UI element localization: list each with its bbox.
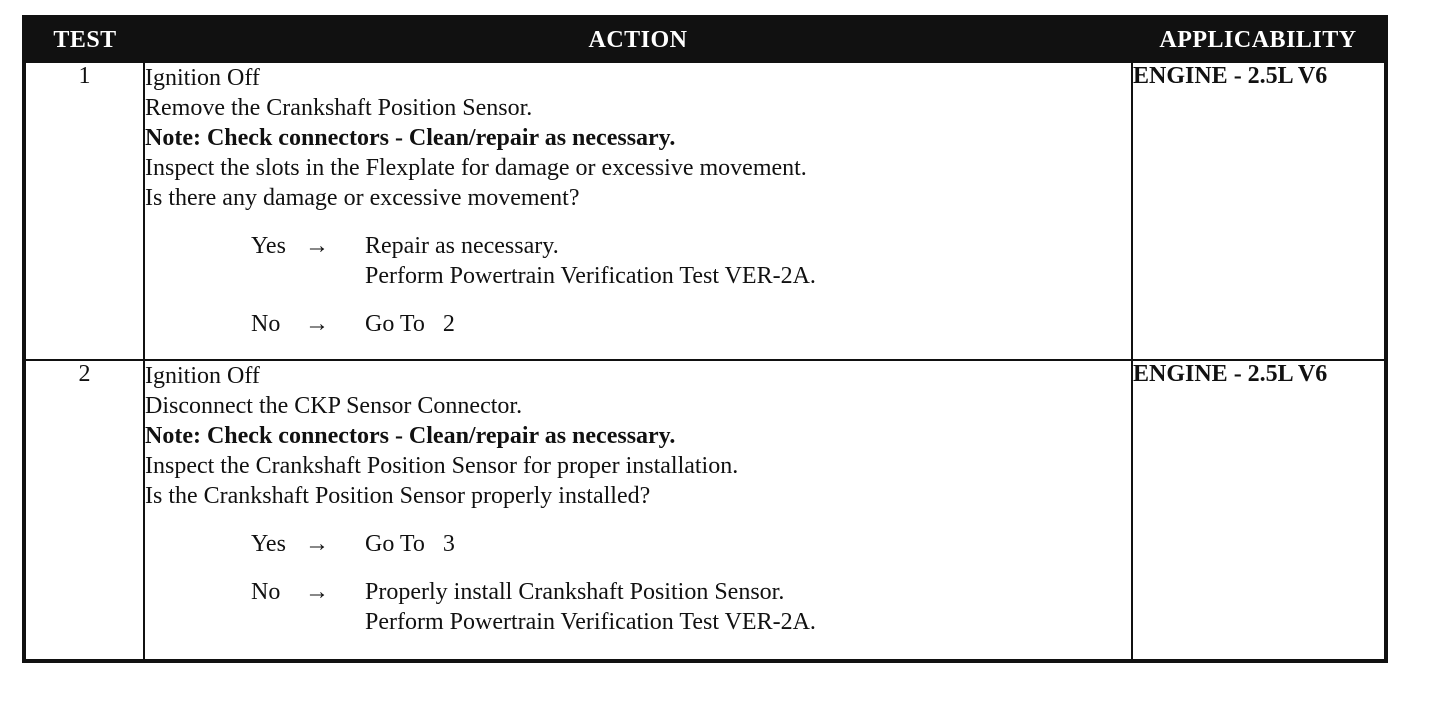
action-line: Disconnect the CKP Sensor Connector. (145, 393, 523, 419)
action-note: Note: Check connectors - Clean/repair as necessary. (145, 125, 676, 151)
answer-line: Properly install Crankshaft Position Sensor. (365, 579, 785, 605)
answer-line: Repair as necessary. (365, 233, 559, 259)
answer-line: Go To 2 (365, 311, 455, 337)
action-line: Inspect the slots in the Flexplate for damage or excessive movement. (145, 155, 807, 181)
right-arrow-icon: → (305, 579, 329, 605)
column-header-test: TEST (24, 17, 144, 62)
action-question: Is the Crankshaft Position Sensor properly installed? (145, 483, 651, 509)
answer-label: No (251, 311, 281, 337)
action-cell (144, 62, 1132, 360)
answer-list (145, 529, 1131, 637)
column-header-action: ACTION (144, 17, 1132, 62)
applicability-value: ENGINE - 2.5L V6 (1132, 360, 1386, 661)
answer-line: Go To 3 (365, 531, 455, 557)
applicability-value: ENGINE - 2.5L V6 (1132, 62, 1386, 360)
action-cell (144, 360, 1132, 661)
action-line: Ignition Off (145, 363, 260, 389)
answer-text (365, 529, 1131, 559)
answer-no (145, 309, 1131, 339)
answer-text (365, 231, 1131, 291)
answer-line: Perform Powertrain Verification Test VER-2A. (365, 609, 816, 635)
answer-yes (145, 231, 1131, 291)
column-header-applicability: APPLICABILITY (1132, 17, 1386, 62)
answer-label: No (251, 579, 281, 605)
diagnostic-test-table (22, 15, 1388, 663)
answer-no (145, 577, 1131, 637)
answer-text (365, 309, 1131, 339)
test-number: 1 (24, 62, 144, 360)
answer-list (145, 231, 1131, 339)
table-row (24, 62, 1386, 360)
table-header-row (24, 17, 1386, 62)
answer-label: Yes (251, 233, 286, 259)
action-note: Note: Check connectors - Clean/repair as necessary. (145, 423, 676, 449)
table-row (24, 360, 1386, 661)
answer-label: Yes (251, 531, 286, 557)
right-arrow-icon: → (305, 233, 329, 259)
action-line: Ignition Off (145, 65, 260, 91)
answer-yes (145, 529, 1131, 559)
action-line: Inspect the Crankshaft Position Sensor for proper installation. (145, 453, 739, 479)
answer-text (365, 577, 1131, 637)
action-question: Is there any damage or excessive movement? (145, 185, 580, 211)
answer-line: Perform Powertrain Verification Test VER-2A. (365, 263, 816, 289)
right-arrow-icon: → (305, 531, 329, 557)
test-number: 2 (24, 360, 144, 661)
right-arrow-icon: → (305, 311, 329, 337)
action-line: Remove the Crankshaft Position Sensor. (145, 95, 533, 121)
